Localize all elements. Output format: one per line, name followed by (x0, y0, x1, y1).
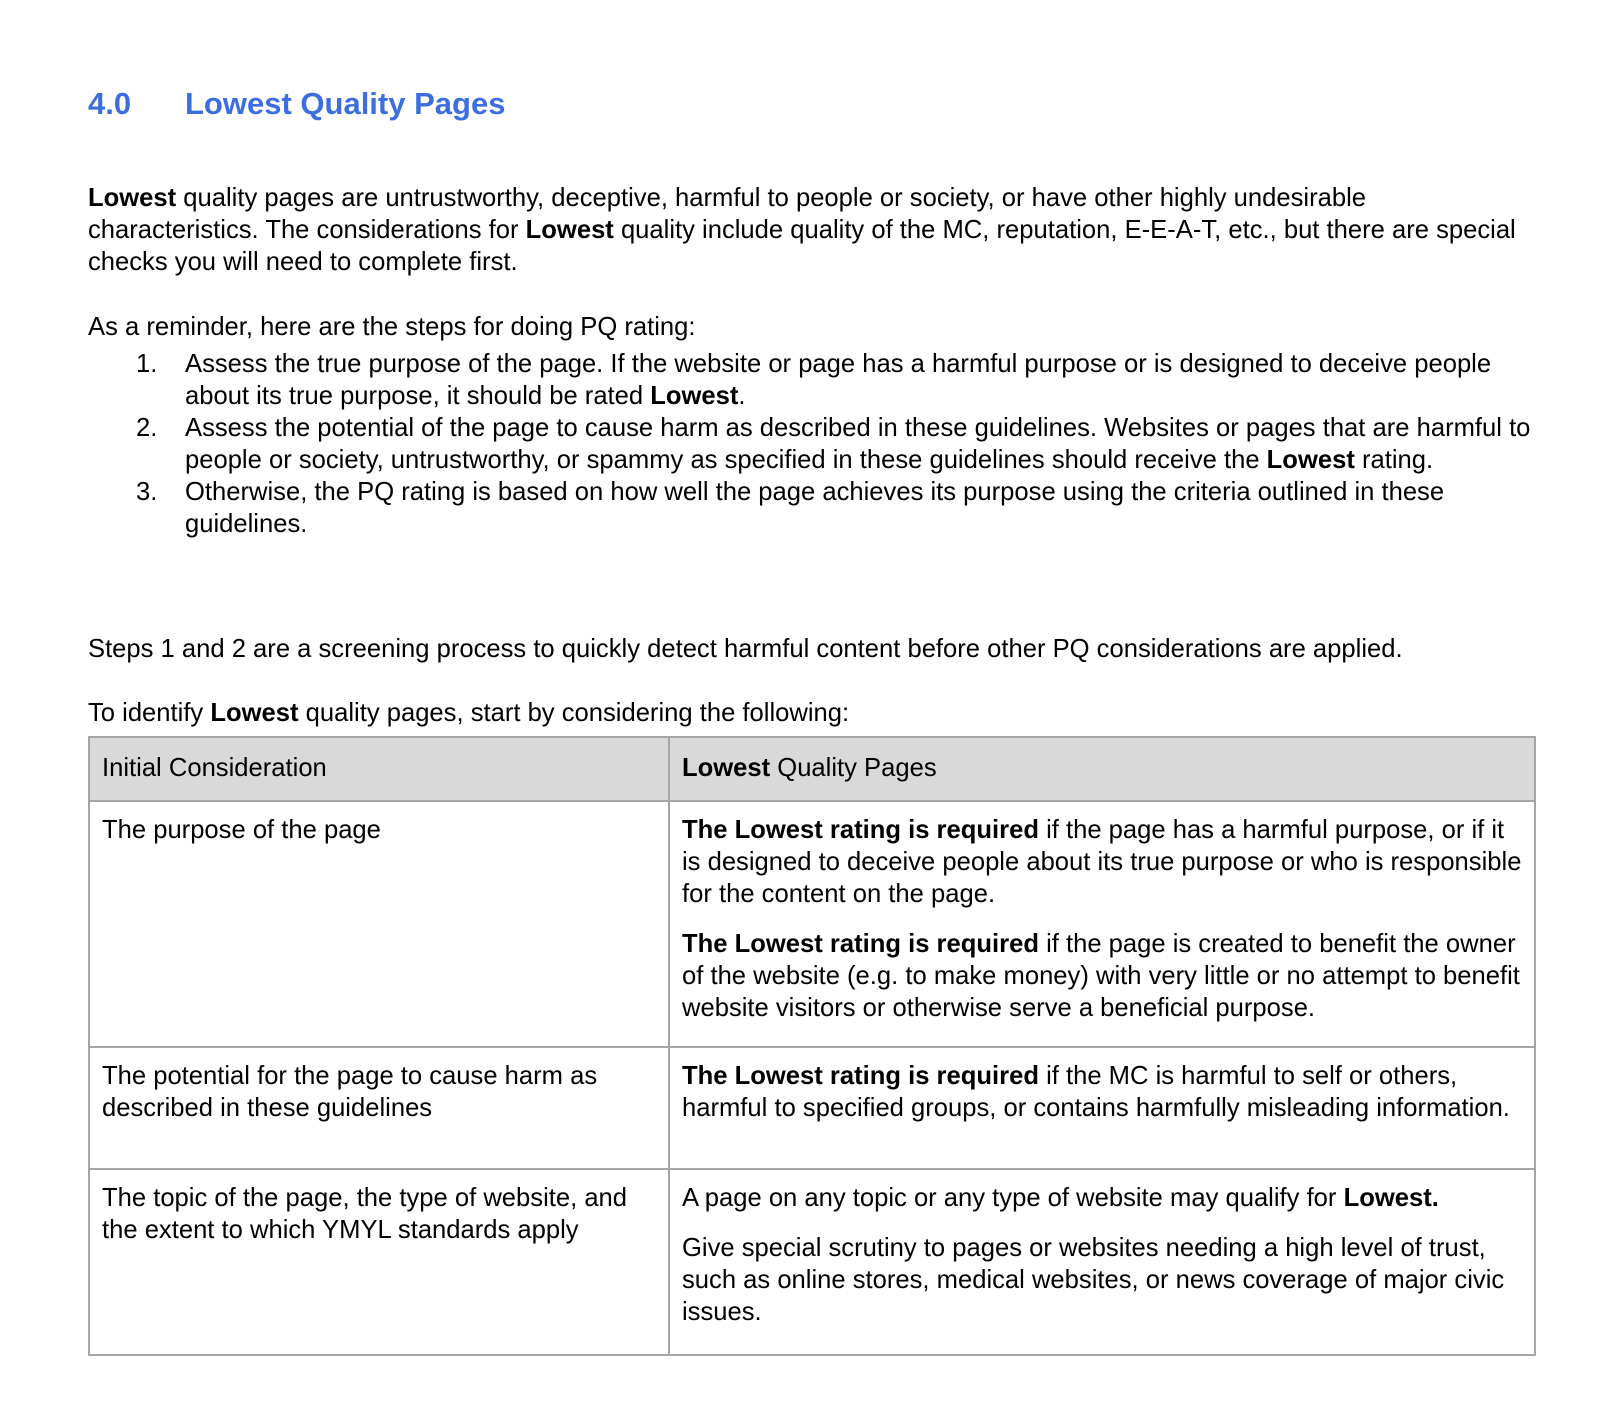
cell-text: if the page has a harmful purpose, or if it is designed to deceive people about its true purpose or who is responsible for the content on the page. (682, 816, 1522, 908)
screening-paragraph: Steps 1 and 2 are a screening process to quickly detect harmful content before other PQ considerations are applied. (88, 634, 1403, 663)
cell-paragraph: Give special scrutiny to pages or websites needing a high level of trust, such as online stores, medical websites, or news coverage of major civic issues. (682, 1234, 1505, 1326)
cell-text: A page on any topic or any type of website may qualify for (682, 1184, 1344, 1212)
bold-text: Lowest (650, 382, 739, 410)
bold-text: The Lowest rating is required (682, 930, 1039, 958)
consideration-cell: The potential for the page to cause harm as described in these guidelines (89, 1047, 669, 1169)
considerations-table (88, 736, 1536, 1356)
cell-paragraph (682, 1060, 1522, 1124)
step-item (88, 412, 1540, 476)
header-text: Quality Pages (770, 754, 937, 782)
bold-text: Lowest. (1343, 1184, 1439, 1212)
steps-list (88, 348, 1540, 540)
bold-text: The Lowest rating is required (682, 1062, 1039, 1090)
step-item (88, 476, 1540, 540)
bold-text: Lowest (525, 215, 614, 244)
step-text: . (738, 382, 746, 410)
consideration-cell: The purpose of the page (89, 801, 669, 1047)
reminder-paragraph: As a reminder, here are the steps for doing PQ rating: (88, 312, 696, 341)
intro-paragraph (88, 182, 1540, 278)
header-lowest-quality-pages (669, 737, 1535, 801)
bold-text: Lowest (1266, 446, 1355, 474)
section-heading (88, 86, 505, 122)
step-marker: 3. (136, 478, 158, 506)
step-marker: 1. (136, 350, 158, 378)
bold-text: Lowest (88, 183, 177, 212)
cell-paragraph (682, 1182, 1522, 1214)
header-initial-consideration: Initial Consideration (89, 737, 669, 801)
step-marker: 2. (136, 414, 158, 442)
cell-text: if the page is created to benefit the owner of the website (e.g. to make money) with very little or no attempt to benefit website visitors or otherwise serve a beneficial purpose. (682, 930, 1520, 1022)
step-text: Otherwise, the PQ rating is based on how well the page achieves its purpose using the criteria outlined in these guidelines. (185, 478, 1445, 538)
bold-text: The Lowest rating is required (682, 816, 1039, 844)
step-text: rating. (1354, 446, 1434, 474)
paragraph-text: quality include quality of the MC, reputation, E-E-A-T, etc., but there are special checks you will need to complete first. (88, 215, 1516, 276)
cell-paragraph (682, 928, 1522, 1024)
section-number: 4.0 (88, 86, 132, 121)
lowest-criteria-cell (669, 1169, 1535, 1355)
bold-text: Lowest (210, 698, 299, 727)
lowest-criteria-cell (669, 801, 1535, 1047)
paragraph-text: quality pages, start by considering the following: (298, 698, 850, 727)
identify-paragraph (88, 697, 1540, 729)
lowest-criteria-cell (669, 1047, 1535, 1169)
step-text: Assess the potential of the page to cause harm as described in these guidelines. Websites or pages that are harmful to people or society, untrustworthy, or spammy as specified in these guidelines should receive the (185, 414, 1531, 474)
cell-text: if the MC is harmful to self or others, harmful to specified groups, or contains harmfully misleading information. (682, 1062, 1510, 1122)
table-row (89, 1047, 1535, 1169)
table-header-row (89, 737, 1535, 801)
step-item (88, 348, 1540, 412)
cell-paragraph (682, 814, 1522, 910)
bold-text: Lowest (682, 754, 771, 782)
table-row (89, 1169, 1535, 1355)
paragraph-text: quality pages are untrustworthy, deceptive, harmful to people or society, or have other highly undesirable characteristics. The considerations for (88, 183, 1367, 244)
table-row (89, 801, 1535, 1047)
section-title: Lowest Quality Pages (185, 86, 506, 121)
paragraph-text: To identify (88, 698, 211, 727)
consideration-cell: The topic of the page, the type of website, and the extent to which YMYL standards apply (89, 1169, 669, 1355)
step-text: Assess the true purpose of the page. If the website or page has a harmful purpose or is designed to deceive people about its true purpose, it should be rated (185, 350, 1492, 410)
